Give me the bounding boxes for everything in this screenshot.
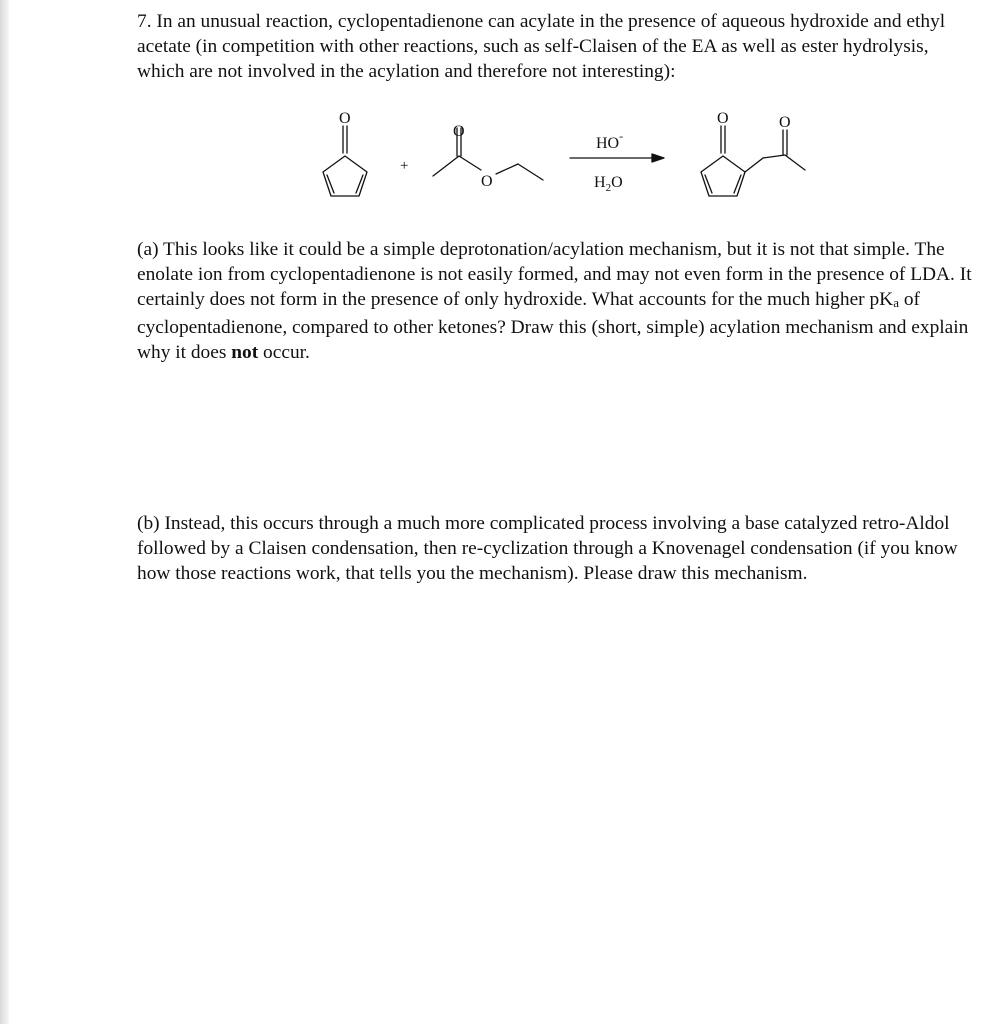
question-part-b: (b) Instead, this occurs through a much more complicated process involving a base catalyzed retro-Aldol followed by a Claisen condensation, then re-cyclization through a Knovenagel condensation (if you know how those reactions work, that tells you the mechanism). Please draw this mechanism. bbox=[137, 513, 958, 584]
product-acyl-oxygen-label: O bbox=[779, 114, 791, 131]
cyclopentadienone-structure bbox=[323, 126, 367, 196]
reaction-scheme bbox=[300, 108, 830, 208]
reagent-water: $H_2O$ bbox=[594, 174, 623, 194]
reagent-hydroxide: HO- bbox=[596, 129, 624, 152]
question-part-a: (a) This looks like it could be a simple deprotonation/acylation mechanism, but it is not that simple. The enolate ion from cyclopentadienone is not easily formed, and may not even form in the presence of LDA. It certainly does not form in the presence of only hydroxide. What accounts for the much higher $pK_a$ of cyclopentadienone, compared to other ketones? Draw this (short, simple) acylation mechanism and explain why it does not occur. bbox=[137, 239, 972, 363]
pka-subscript: a bbox=[893, 295, 899, 310]
question-intro: 7. In an unusual reaction, cyclopentadienone can acylate in the presence of aqueous hydroxide and ethyl acetate (in competition with other reactions, such as self-Claisen of the EA as well as ester hydrolysis, which are not involved in the acylation and therefore not interesting): bbox=[137, 11, 946, 82]
plus-sign: + bbox=[400, 158, 409, 174]
page-edge-shadow bbox=[0, 0, 9, 1024]
ester-oxygen-label: O bbox=[481, 173, 493, 190]
ketone-oxygen-label: O bbox=[339, 110, 351, 127]
emphasis-not: not bbox=[231, 342, 259, 363]
reaction-arrow bbox=[570, 154, 664, 162]
ester-carbonyl-oxygen-label: O bbox=[453, 123, 465, 140]
acylated-product-structure bbox=[701, 126, 805, 196]
product-ring-oxygen-label: O bbox=[717, 110, 729, 127]
